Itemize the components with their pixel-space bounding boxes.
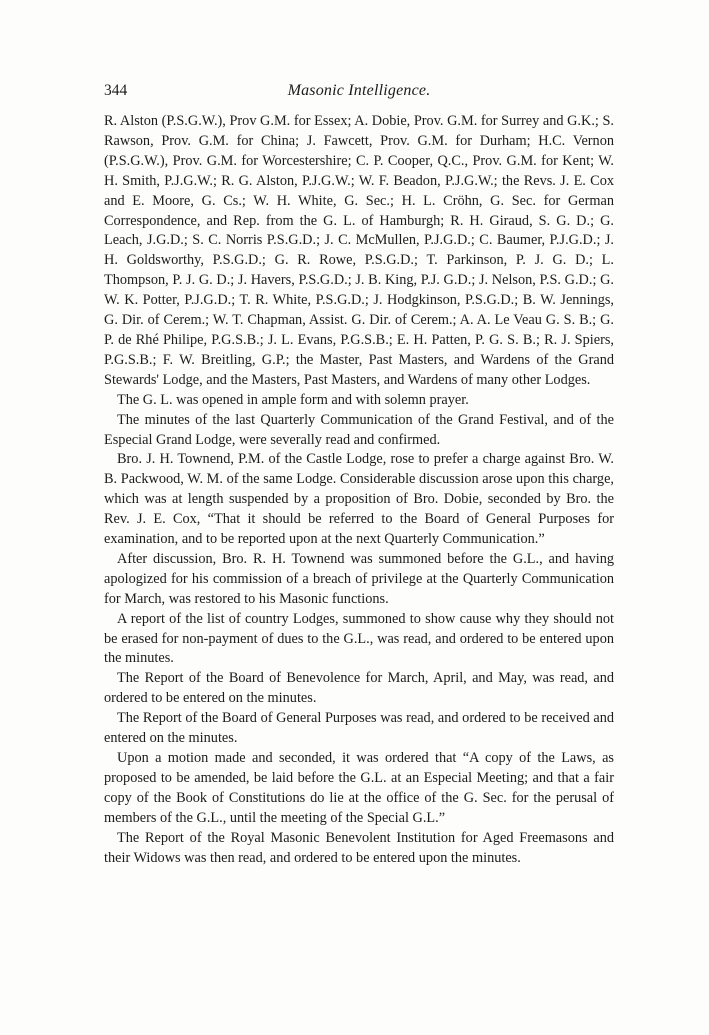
paragraph-laws: Upon a motion made and seconded, it was ordered that “A copy of the Laws, as proposed to be amended, be laid before the G.L. at an Especial Meeting; and that a fair copy of the Book of Constitutions do lie at the office of the G. Sec. for the perusal of members of the G.L., until the meeting of the Special G.L.” [104,750,614,826]
paragraph-institution: The Report of the Royal Masonic Benevolent Institution for Aged Freemasons and their Widows was then read, and ordered to be entered upon the minutes. [104,829,614,866]
paragraph-general-purposes: The Report of the Board of General Purposes was read, and ordered to be received and entered on the minutes. [104,710,614,747]
article-body [104,112,614,868]
paragraph-opening: The G. L. was opened in ample form and with solemn prayer. [117,391,469,408]
paragraph-minutes: The minutes of the last Quarterly Communication of the Grand Festival, and of the Especial Grand Lodge, were severally read and confirmed. [104,411,614,448]
paragraph-charge: Bro. J. H. Townend, P.M. of the Castle Lodge, rose to prefer a charge against Bro. W. B. Packwood, W. M. of the same Lodge. Considerable discussion arose upon this charge, which was at length suspended by a proposition of Bro. Dobie, seconded by Bro. the Rev. J. E. Cox, “That it should be referred to the Board of General Purposes for examination, and to be reported upon at the next Quarterly Communication.” [104,451,614,548]
page-number: 344 [104,82,128,99]
running-head [104,82,614,108]
paragraph-country-lodges: A report of the list of country Lodges, summoned to show cause why they should not be erased for non-payment of dues to the G.L., was read, and ordered to be entered upon the minutes. [104,610,614,667]
paragraph-apology: After discussion, Bro. R. H. Townend was summoned before the G.L., and having apologized for his commission of a breach of privilege at the Quarterly Communication for March, was restored to his Masonic functions. [104,550,614,607]
running-title: Masonic Intelligence. [287,82,431,99]
paragraph-attendees: R. Alston (P.S.G.W.), Prov G.M. for Essex; A. Dobie, Prov. G.M. for Surrey and G.K.; S. Rawson, Prov. G.M. for China; J. Fawcett, Prov. G.M. for Durham; H.C. Vernon (P.S.G.W.), Prov. G.M. for Worcestershire; C. P. Cooper, Q.C., Prov. G.M. for Kent; W. H. Smith, P.J.G.W.; R. G. Alston, P.J.G.W.; W. F. Beadon, P.J.G.W.; the Revs. J. E. Cox and E. Moore, G. Cs.; W. H. White, G. Sec.; H. L. Cröhn, G. Sec. for German Correspondence, and Rep. from the G. L. of Hamburgh; R. H. Giraud, S. G. D.; G. Leach, J.G.D.; S. C. Norris P.S.G.D.; J. C. McMullen, P.J.G.D.; C. Baumer, P.J.G.D.; J. H. Goldsworthy, P.S.G.D.; G. R. Rowe, P.S.G.D.; T. Parkinson, P. J. G. D.; L. Thompson, P. J. G. D.; J. Havers, P.S.G.D.; J. B. King, P.J. G.D.; J. Nelson, P.S. G.D.; G. W. K. Potter, P.J.G.D.; T. R. White, P.S.G.D.; J. Hodgkinson, P.S.G.D.; B. W. Jennings, G. Dir. of Cerem.; W. T. Chapman, Assist. G. Dir. of Cerem.; A. A. Le Veau G. S. B.; G. P. de Rhé Philipe, P.G.S.B.; J. L. Evans, P.G.S.B.; E. H. Patten, P. G. S. B.; R. J. Spiers, P.G.S.B.; F. W. Breitling, G.P.; the Master, Past Masters, and Wardens of the Grand Stewards' Lodge, and the Masters, Past Masters, and Wardens of many other Lodges. [104,113,614,388]
paragraph-benevolence: The Report of the Board of Benevolence for March, April, and May, was read, and ordered to be entered on the minutes. [104,670,614,707]
